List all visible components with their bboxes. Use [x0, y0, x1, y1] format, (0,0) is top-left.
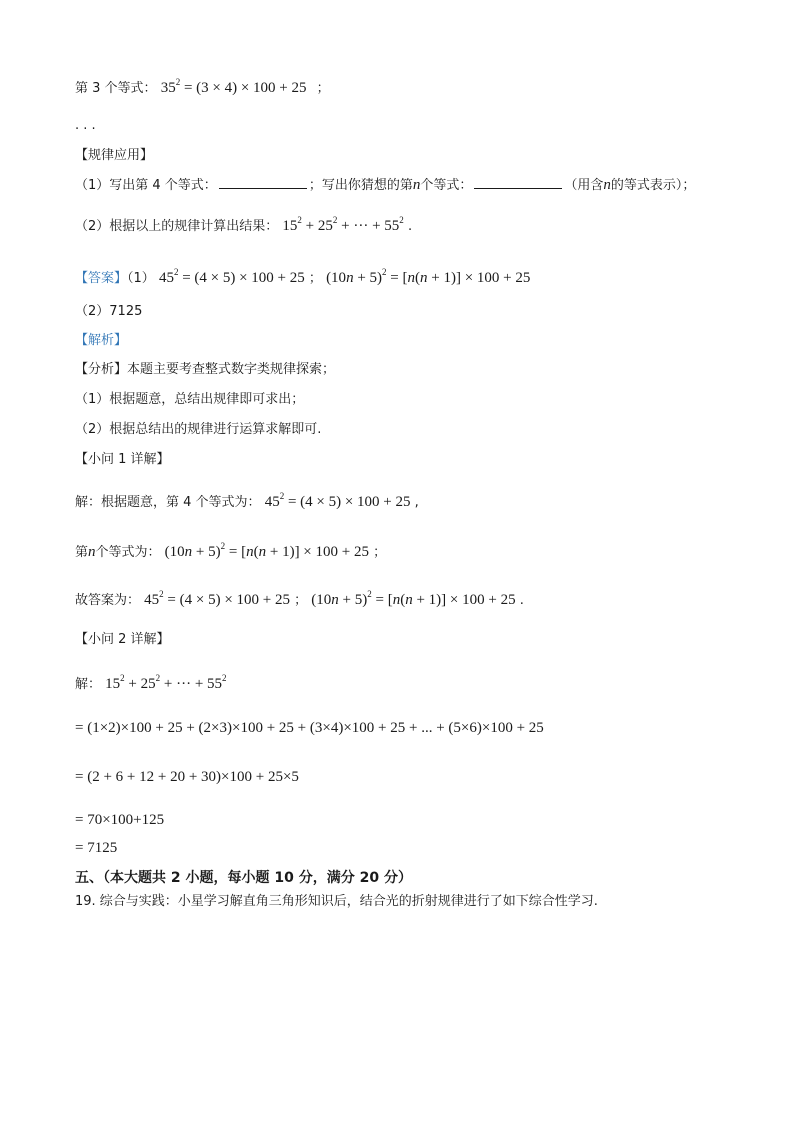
eq-4: $45^2 = (4 \times 5) \times 100 + 25$: [144, 589, 290, 608]
section-application: 【规律应用】: [75, 148, 154, 163]
solution-2-step-4: = 7125: [75, 840, 118, 856]
solution-2-step-3: = 70×100+125: [75, 812, 165, 828]
answer-blank-2[interactable]: [474, 176, 562, 189]
q1-paren: （用含: [564, 178, 604, 193]
eq-n: $(10n + 5)^2 = [n(n + 1)] \times 100 + 25$: [311, 589, 516, 608]
analysis-summary: 【分析】本题主要考查整式数字类规律探索；: [75, 362, 336, 377]
analysis-tag: 【解析】: [75, 333, 128, 348]
semicolon: ；: [316, 81, 330, 96]
question-19: 19. 综合与实践：小星学习解直角三角形知识后，结合光的折射规律进行了如下综合性学习.: [75, 894, 598, 909]
var-n: n: [603, 177, 611, 193]
answer-eq-2: $(10n + 5)^2 = [n(n + 1)] \times 100 + 25$: [326, 267, 531, 286]
answer-num: （1）: [127, 271, 155, 286]
solution-2-step-1: = (1×2)×100 + 25 + (2×3)×100 + 25 + (3×4)×100 + 25 + ... + (5×6)×100 + 25: [75, 720, 544, 736]
q1-mid2: 个等式：: [420, 178, 473, 193]
solution-1-line-3: [75, 584, 524, 611]
subquestion-2-heading: 【小问 2 详解】: [75, 632, 170, 647]
equation-3-line: [75, 72, 330, 99]
answer-blank-1[interactable]: [219, 176, 307, 189]
period: .: [519, 593, 524, 608]
equation-label: 第 3 个等式：: [75, 81, 157, 96]
answer-tag: 【答案】: [75, 271, 128, 286]
subquestion-1-heading: 【小问 1 详解】: [75, 452, 170, 467]
eq-4: $45^2 = (4 \times 5) \times 100 + 25$: [264, 491, 411, 510]
q2-prefix: （2）根据以上的规律计算出结果：: [75, 219, 279, 234]
answer-line: [75, 262, 530, 289]
solution-label: 解：根据题意，第 4 个等式为：: [75, 495, 261, 510]
sum-expression: $15^2 + 25^2$ + ··· + $55^2$: [105, 673, 227, 692]
var-n: n: [412, 177, 421, 193]
solution-2-step-2: = (2 + 6 + 12 + 20 + 30)×100 + 25×5: [75, 769, 299, 785]
answer-eq-1: $45^2 = (4 \times 5) \times 100 + 25$: [158, 267, 305, 286]
q1-mid: ；写出你猜想的第: [308, 178, 413, 193]
question-1: [75, 175, 695, 196]
question-2: [75, 210, 412, 237]
label-part: 个等式为：: [95, 545, 161, 560]
analysis-point-2: （2）根据总结出的规律进行运算求解即可.: [75, 422, 322, 437]
answer-label: 故答案为：: [75, 593, 141, 608]
equation-3: $35^2 = (3 \times 4) \times 100 + 25$: [160, 77, 307, 96]
q1-prefix: （1）写出第 4 个等式：: [75, 178, 217, 193]
comma: ,: [414, 495, 419, 510]
eq-n: $(10n + 5)^2 = [n(n + 1)] \times 100 + 25$: [164, 541, 369, 560]
solution-1-line-1: [75, 486, 419, 513]
semicolon: ；: [294, 593, 308, 608]
period: .: [407, 219, 413, 234]
sum-expression: $15^2 + 25^2$ + ··· + $55^2$: [282, 215, 404, 234]
section-5-heading: 五、（本大题共 2 小题，每小题 10 分，满分 20 分）: [75, 870, 412, 886]
solution-2-line-1: [75, 668, 227, 695]
var-n: n: [88, 544, 96, 560]
ellipsis: . . .: [75, 118, 96, 133]
answer-2: （2）7125: [75, 304, 143, 319]
q1-tail: 的等式表示）；: [610, 178, 696, 193]
solution-1-line-2: [75, 536, 386, 563]
analysis-point-1: （1）根据题意，总结出规律即可求出；: [75, 392, 305, 407]
semicolon: ；: [308, 271, 322, 286]
label-part: 第: [75, 545, 89, 560]
semicolon: ；: [373, 545, 387, 560]
solution-label: 解：: [75, 677, 102, 692]
